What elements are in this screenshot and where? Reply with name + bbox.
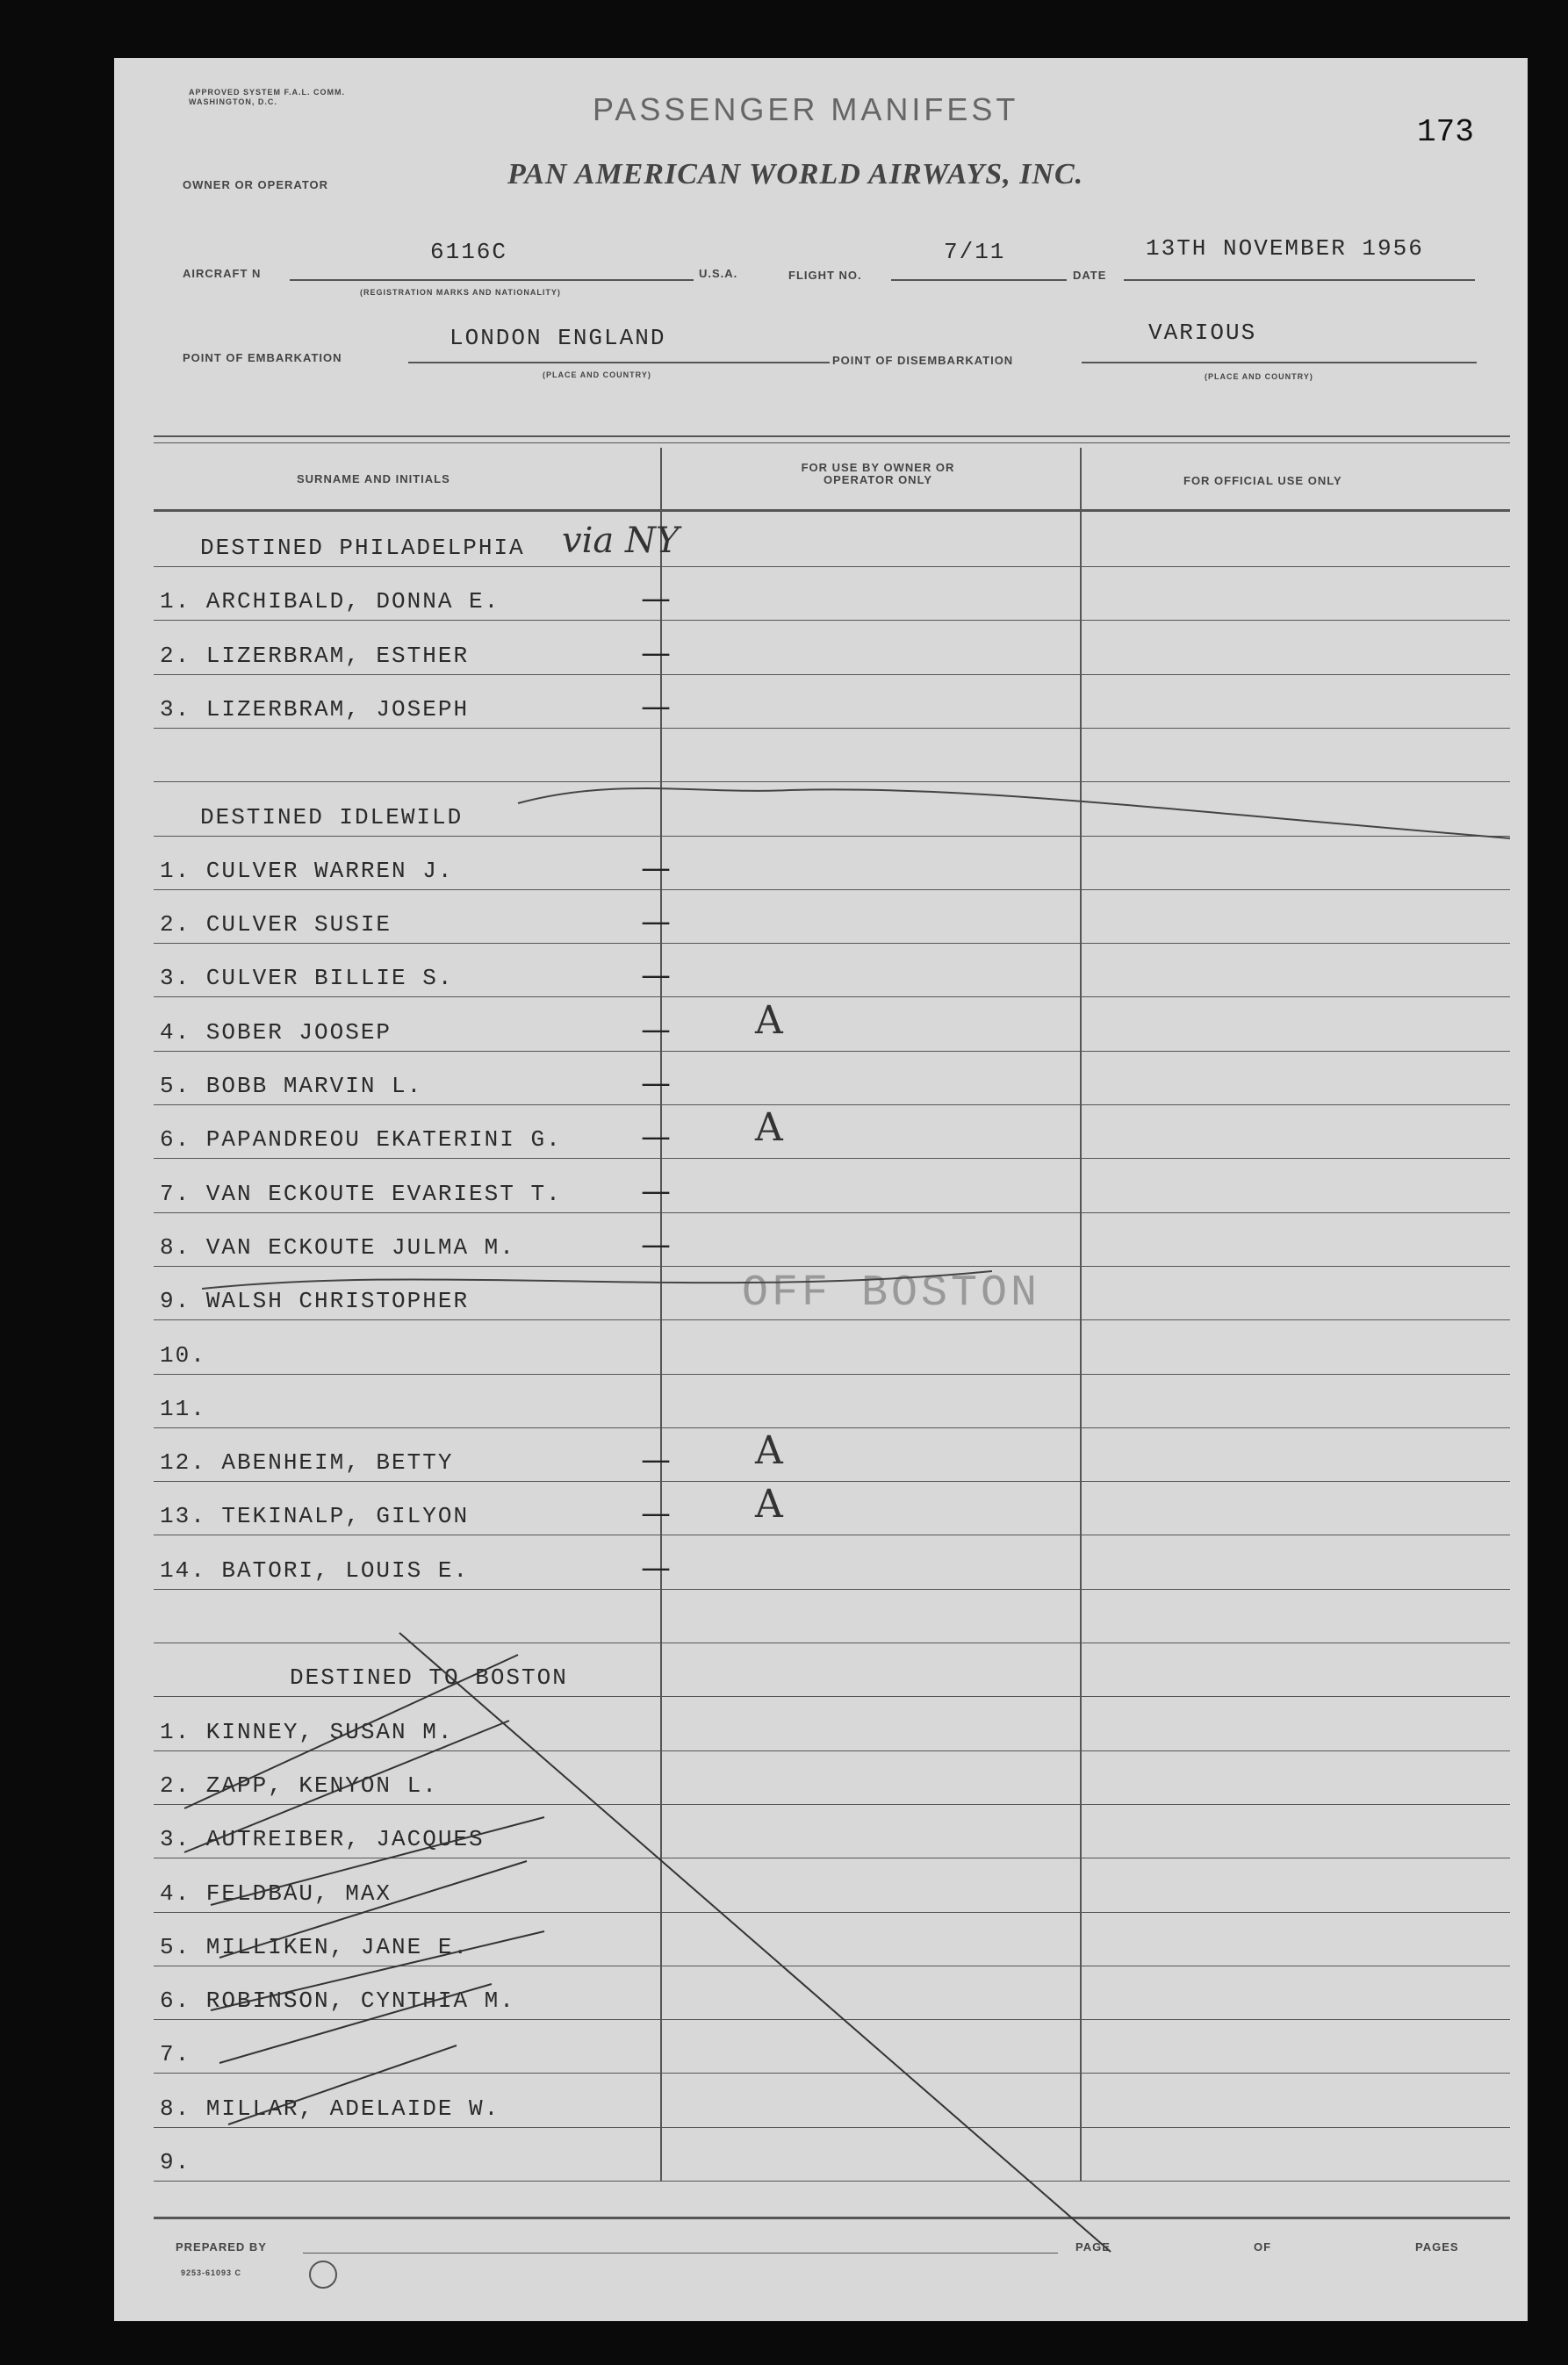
- check-mark: —: [641, 1173, 671, 1209]
- check-mark: —: [641, 635, 671, 671]
- table-row: 5. MILLIKEN, JANE E.: [160, 1933, 470, 1960]
- table-row: 1. CULVER WARREN J.: [160, 857, 454, 884]
- table-row: 7.: [160, 2041, 191, 2068]
- form-title: PASSENGER MANIFEST: [593, 91, 1019, 127]
- table-row: 14. BATORI, LOUIS E.: [160, 1556, 470, 1584]
- table-row: 2. LIZERBRAM, ESTHER: [160, 642, 470, 669]
- table-row: 6. ROBINSON, CYNTHIA M.: [160, 1988, 515, 2015]
- approval-note: APPROVED SYSTEM F.A.L. COMM. WASHINGTON, D.C.: [189, 88, 346, 106]
- owner-mark: A: [755, 1482, 783, 1528]
- check-mark: —: [641, 688, 671, 724]
- owner-mark: A: [755, 1428, 783, 1474]
- date-value: 13TH NOVEMBER 1956: [1146, 235, 1424, 262]
- check-mark: —: [641, 1011, 671, 1047]
- table-row: 8. VAN ECKOUTE JULMA M.: [160, 1233, 515, 1261]
- table-row: DESTINED PHILADELPHIA: [200, 535, 525, 561]
- table-row: 12. ABENHEIM, BETTY: [160, 1449, 454, 1477]
- embarkation-label: POINT OF EMBARKATION: [183, 351, 342, 364]
- column-header-surname: SURNAME AND INITIALS: [297, 472, 450, 485]
- check-mark: —: [641, 1066, 671, 1101]
- flight-label: FLIGHT NO.: [788, 269, 862, 282]
- handwritten-note: via NY: [562, 521, 680, 561]
- owner-mark: A: [755, 997, 783, 1043]
- owner-mark: A: [755, 1105, 783, 1151]
- boston-cancel-line: [399, 1633, 1111, 2252]
- table-row: 5. BOBB MARVIN L.: [160, 1073, 423, 1099]
- table-row: 3. LIZERBRAM, JOSEPH: [160, 695, 470, 722]
- table-row: 13. TEKINALP, GILYON: [160, 1503, 470, 1530]
- table-row: 7. VAN ECKOUTE EVARIEST T.: [160, 1180, 562, 1207]
- check-mark: —: [641, 1119, 671, 1155]
- table-row: 2. ZAPP, KENYON L.: [160, 1772, 438, 1799]
- usa-label: U.S.A.: [699, 267, 738, 280]
- walsh-strike-line: [202, 1271, 992, 1289]
- form-number: 9253-61093 C: [181, 2268, 242, 2277]
- prepared-underline: [303, 2253, 1058, 2254]
- flight-value: 7/11: [944, 239, 1006, 265]
- check-mark: —: [641, 958, 671, 994]
- aircraft-label: AIRCRAFT N: [183, 267, 262, 280]
- page-number: 173: [1417, 114, 1474, 150]
- prepared-label: PREPARED BY: [176, 2240, 267, 2254]
- check-mark: —: [641, 1549, 671, 1585]
- disembarkation-label: POINT OF DISEMBARKATION: [832, 354, 1014, 367]
- table-row: 1. KINNEY, SUSAN M.: [160, 1718, 454, 1745]
- off-boston-stamp: OFF BOSTON: [742, 1269, 1041, 1319]
- check-mark: —: [641, 1496, 671, 1532]
- boston-strike-marks: [184, 1655, 544, 2124]
- page-label: PAGE: [1075, 2240, 1111, 2254]
- check-mark: —: [641, 1226, 671, 1262]
- table-row: 3. AUTREIBER, JACQUES: [160, 1826, 485, 1853]
- embarkation-value: LONDON ENGLAND: [450, 325, 666, 351]
- airline-name: PAN AMERICAN WORLD AIRWAYS, INC.: [507, 158, 1084, 190]
- table-row: 4. SOBER JOOSEP: [160, 1018, 392, 1046]
- table-row: 9. WALSH CHRISTOPHER: [160, 1288, 470, 1315]
- table-row: 6. PAPANDREOU EKATERINI G.: [160, 1126, 562, 1154]
- date-label: DATE: [1073, 269, 1107, 282]
- table-row: 10.: [160, 1341, 206, 1369]
- disembarkation-caption: (PLACE AND COUNTRY): [1205, 372, 1313, 381]
- column-header-owner: FOR USE BY OWNER OR OPERATOR ONLY: [801, 461, 955, 486]
- idlewild-routing-line: [518, 788, 1510, 838]
- embarkation-caption: (PLACE AND COUNTRY): [543, 370, 651, 379]
- disembarkation-value: VARIOUS: [1148, 320, 1257, 346]
- table-row: 9.: [160, 2149, 191, 2175]
- table-row: 2. CULVER SUSIE: [160, 911, 392, 938]
- union-label-icon: [309, 2261, 337, 2289]
- table-row: 8. MILLAR, ADELAIDE W.: [160, 2095, 500, 2122]
- table-row: DESTINED TO BOSTON: [290, 1664, 568, 1692]
- aircraft-value: 6116C: [430, 239, 508, 265]
- check-mark: —: [641, 904, 671, 940]
- of-label: OF: [1254, 2240, 1272, 2254]
- table-row: 1. ARCHIBALD, DONNA E.: [160, 588, 500, 615]
- owner-label: OWNER OR OPERATOR: [183, 178, 329, 191]
- table-row: 11.: [160, 1395, 206, 1422]
- column-header-official: FOR OFFICIAL USE ONLY: [1183, 474, 1342, 487]
- table-row: DESTINED IDLEWILD: [200, 803, 464, 830]
- table-row: 3. CULVER BILLIE S.: [160, 965, 454, 992]
- check-mark: —: [641, 581, 671, 617]
- check-mark: —: [641, 850, 671, 886]
- table-row: 4. FELDBAU, MAX: [160, 1880, 392, 1907]
- pages-label: PAGES: [1415, 2240, 1459, 2254]
- registration-caption: (REGISTRATION MARKS AND NATIONALITY): [360, 288, 561, 297]
- check-mark: —: [641, 1442, 671, 1478]
